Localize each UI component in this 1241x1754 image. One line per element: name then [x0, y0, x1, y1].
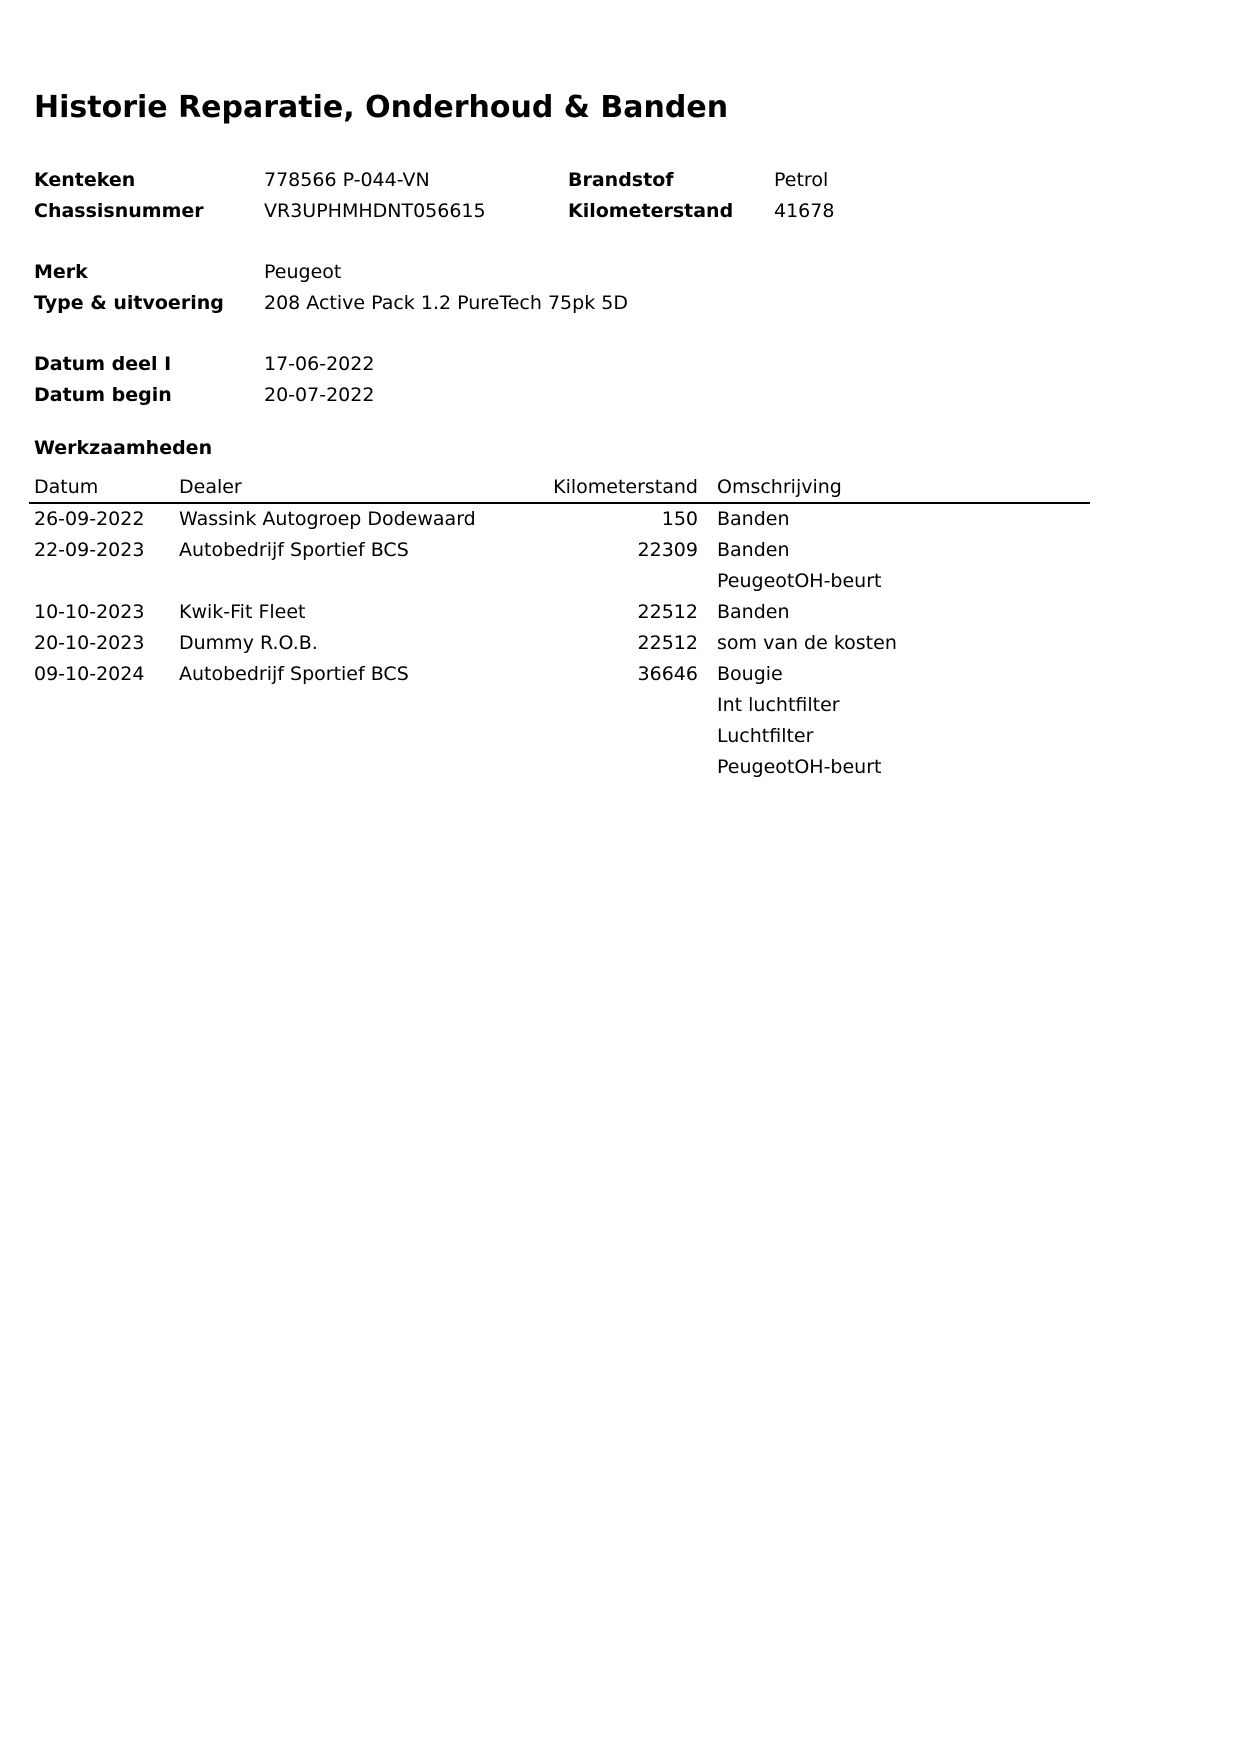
column-header-datum: Datum [34, 476, 99, 498]
table-row [29, 566, 1090, 597]
table-row [29, 628, 1090, 659]
column-header-omschrijving: Omschrijving [717, 476, 842, 498]
row-omschrijving: Banden [717, 601, 790, 623]
brandstof-label: Brandstof [568, 169, 674, 191]
table-header [29, 472, 1090, 504]
row-dealer: Wassink Autogroep Dodewaard [179, 508, 476, 530]
table-row [29, 690, 1090, 721]
kenteken-label: Kenteken [34, 169, 136, 191]
column-header-kilometerstand: Kilometerstand [553, 476, 698, 498]
brandstof-value: Petrol [774, 169, 829, 191]
merk-label: Merk [34, 261, 88, 283]
table-row [29, 721, 1090, 752]
chassisnummer-label: Chassisnummer [34, 200, 204, 222]
row-datum: 10-10-2023 [34, 601, 145, 623]
row-omschrijving: Int luchtfilter [717, 694, 840, 716]
column-header-dealer: Dealer [179, 476, 242, 498]
datum-deel-label: Datum deel I [34, 353, 172, 375]
datum-deel-value: 17-06-2022 [264, 353, 375, 375]
row-omschrijving: Luchtfilter [717, 725, 814, 747]
row-kilometerstand: 22512 [637, 601, 698, 623]
row-datum: 22-09-2023 [34, 539, 145, 561]
datum-begin-value: 20-07-2022 [264, 384, 375, 406]
row-kilometerstand: 150 [661, 508, 698, 530]
row-omschrijving: Bougie [717, 663, 783, 685]
row-omschrijving: Banden [717, 508, 790, 530]
page-title: Historie Reparatie, Onderhoud & Banden [34, 90, 729, 125]
row-datum: 26-09-2022 [34, 508, 145, 530]
werkzaamheden-heading: Werkzaamheden [34, 437, 213, 459]
type-value: 208 Active Pack 1.2 PureTech 75pk 5D [264, 292, 628, 314]
kilometerstand-value: 41678 [774, 200, 835, 222]
merk-value: Peugeot [264, 261, 342, 283]
row-dealer: Autobedrijf Sportief BCS [179, 663, 409, 685]
kenteken-value: 778566 P-044-VN [264, 169, 430, 191]
table-row [29, 752, 1090, 783]
row-omschrijving: PeugeotOH-beurt [717, 570, 882, 592]
kilometerstand-label: Kilometerstand [568, 200, 734, 222]
row-omschrijving: som van de kosten [717, 632, 897, 654]
row-dealer: Dummy R.O.B. [179, 632, 318, 654]
row-kilometerstand: 22309 [637, 539, 698, 561]
chassisnummer-value: VR3UPHMHDNT056615 [264, 200, 486, 222]
type-label: Type & uitvoering [34, 292, 224, 314]
table-row [29, 659, 1090, 690]
row-kilometerstand: 36646 [637, 663, 698, 685]
row-datum: 20-10-2023 [34, 632, 145, 654]
table-row [29, 504, 1090, 535]
table-row [29, 535, 1090, 566]
werkzaamheden-table [29, 472, 1090, 783]
row-datum: 09-10-2024 [34, 663, 145, 685]
row-dealer: Kwik-Fit Fleet [179, 601, 306, 623]
row-kilometerstand: 22512 [637, 632, 698, 654]
row-omschrijving: Banden [717, 539, 790, 561]
row-dealer: Autobedrijf Sportief BCS [179, 539, 409, 561]
datum-begin-label: Datum begin [34, 384, 172, 406]
table-row [29, 597, 1090, 628]
row-omschrijving: PeugeotOH-beurt [717, 756, 882, 778]
